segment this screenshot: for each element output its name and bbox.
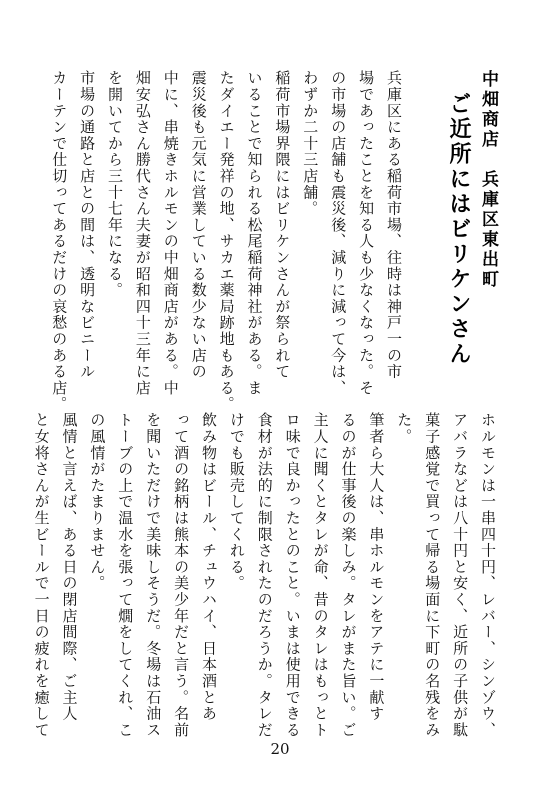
text-column: トーブの上で温水を張って燗をしてくれ、こ — [116, 412, 135, 738]
text-column: の風情がたまりません。 — [88, 412, 107, 592]
page-number: 20 — [270, 740, 290, 758]
text-column: いることで知られる松尾稲荷神社がある。ま — [245, 70, 264, 396]
text-column: ロ味で良かったとのこと。いまは使用できる — [283, 412, 302, 738]
text-column: を聞いただけで美味しそうだ。冬場は石油ス — [144, 412, 163, 738]
shop-name-location: 中畑商店 兵庫区東出町 — [478, 70, 498, 290]
text-column: カーテンで仕切ってあるだけの哀愁のある店。 — [50, 70, 69, 413]
text-column: 主人に聞くとタレが命、昔のタレはもっとト — [311, 412, 330, 738]
text-column: るのが仕事後の楽しみ。タレがまた旨い。ご — [339, 412, 358, 738]
text-column: 市場の通路と店との間は、透明なビニール — [78, 70, 97, 380]
text-column: 飲み物はビール、チュウハイ、日本酒とあ — [200, 412, 218, 722]
text-column: と女将さんが生ビールで一日の疲れを癒して — [32, 412, 51, 738]
text-column: 畑安弘さん勝代さん夫妻が昭和四十三年に店 — [133, 70, 152, 396]
text-column: わずか二十三店舗。 — [301, 70, 320, 217]
text-column: 兵庫区にある稲荷市場、往時は神戸一の市 — [385, 70, 403, 380]
text-column: ホルモンは一串四十円、レバー、シンゾウ、 — [479, 412, 497, 738]
text-column: た。 — [395, 412, 414, 445]
article-headline: ご近所にはビリケンさん — [446, 92, 471, 367]
text-column: って酒の銘柄は熊本の美少年だと言う。名前 — [172, 412, 191, 738]
text-column: を開いてから三十七年になる。 — [106, 70, 124, 299]
text-column: の市場の店舗も震災後、減りに減って今は、 — [329, 70, 348, 396]
text-column: 場であったことを知る人も少なくなった。そ — [357, 70, 376, 396]
text-column: 風情と言えば、ある日の閉店間際、ご主人 — [60, 412, 79, 722]
text-column: アバラなどは八十円と安く、近所の子供が駄 — [451, 412, 470, 738]
text-column: 食材が法的に制限されたのだろうか。タレだ — [255, 412, 274, 738]
text-column: 中に、串焼きホルモンの中畑商店がある。中 — [161, 70, 180, 396]
text-column: 稲荷市場界隈にはビリケンさんが祭られて — [273, 70, 292, 380]
text-column: たダイエー発祥の地、サカエ薬局跡地もある。 — [217, 70, 236, 413]
text-column: 菓子感覚で買って帰る場面に下町の名残をみ — [423, 412, 442, 738]
text-column: 筆者ら大人は、串ホルモンをアテに一献す — [367, 412, 386, 722]
text-column: けでも販売してくれる。 — [227, 412, 246, 592]
text-column: 震災後も元気に営業している数少ない店の — [189, 70, 208, 380]
